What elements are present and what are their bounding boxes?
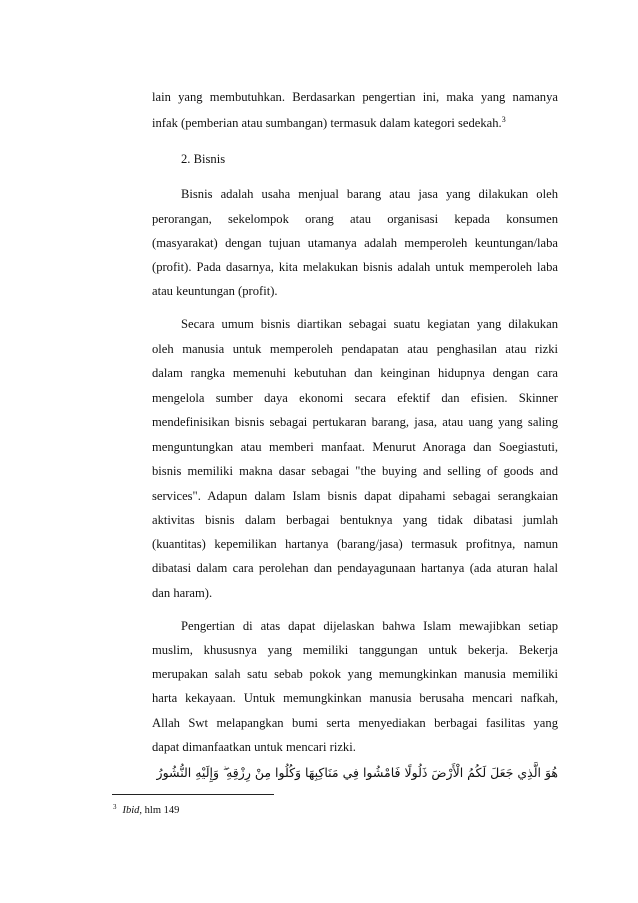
text-line: (kuantitas) kepemilikan hartanya (barang/jasa) termasuk profitnya, namun bbox=[152, 537, 558, 551]
text-line: bisnis memiliki makna dasar sebagai "the buying and selling of goods and bbox=[152, 464, 558, 478]
text-line: muslim, khususnya yang memiliki tanggungan untuk bekerja. Bekerja bbox=[152, 643, 558, 657]
text-line: merupakan salah satu sebab pokok yang memungkinkan manusia memiliki bbox=[152, 667, 558, 681]
text-line: dapat dimanfaatkan untuk mencari rizki. bbox=[152, 740, 356, 754]
footnote-source: Ibid bbox=[122, 805, 140, 816]
text-line: menguntungkan atau memberi manfaat. Menurut Anoraga dan Soegiastuti, bbox=[152, 440, 558, 454]
footnote-ref[interactable]: 3 bbox=[501, 114, 506, 124]
text-line bbox=[152, 115, 558, 131]
text-line: aktivitas bisnis dalam berbagai bentuknya yang tidak dibatasi jumlah bbox=[152, 513, 558, 527]
text-line: dan haram). bbox=[152, 586, 213, 600]
text-line: (masyarakat) dengan tujuan utamanya adalah memperoleh keuntungan/laba bbox=[152, 236, 558, 250]
footnote-number: 3 bbox=[113, 802, 117, 811]
footnote-page: , hlm 149 bbox=[139, 805, 180, 816]
footnote bbox=[113, 804, 179, 818]
text-line: perorangan, sekelompok orang atau organisasi kepada konsumen bbox=[152, 212, 558, 226]
text-line: mendefinisikan bisnis sebagai pertukaran barang, jasa, atau uang yang saling bbox=[152, 415, 558, 429]
text-line: Bisnis adalah usaha menjual barang atau jasa yang dilakukan oleh bbox=[181, 187, 558, 201]
text-line: lain yang membutuhkan. Berdasarkan pengertian ini, maka yang namanya bbox=[152, 90, 558, 104]
arabic-verse: هُوَ الَّذِي جَعَلَ لَكُمُ الْأَرْضَ ذَلُولًا فَامْشُوا فِي مَنَاكِبِهَا وَكُلُوا مِنْ رِزْقِهِ ۖ وَإِلَيْهِ النُّشُورُ bbox=[156, 765, 558, 780]
text-line: dibatasi dalam cara perolehan dan pendayagunaan hartanya (ada aturan halal bbox=[152, 561, 558, 575]
text-line: (profit). Pada dasarnya, kita melakukan bisnis adalah untuk memperoleh laba bbox=[152, 260, 558, 274]
text-span: infak (pemberian atau sumbangan) termasuk dalam kategori sedekah. bbox=[152, 116, 502, 130]
text-line: services". Adapun dalam Islam bisnis dapat dipahami sebagai serangkaian bbox=[152, 489, 558, 503]
text-line: mengelola sumber daya ekonomi secara efektif dan efisien. Skinner bbox=[152, 391, 558, 405]
footnote-divider bbox=[112, 794, 274, 795]
text-line: Secara umum bisnis diartikan sebagai suatu kegiatan yang dilakukan bbox=[181, 317, 558, 331]
text-line: dalam rangka memenuhi kebutuhan dan keinginan hidupnya dengan cara bbox=[152, 366, 558, 380]
text-line: Pengertian di atas dapat dijelaskan bahwa Islam mewajibkan setiap bbox=[181, 619, 558, 633]
section-heading: 2. Bisnis bbox=[181, 152, 226, 166]
text-line: oleh manusia untuk memperoleh pendapatan atau penghasilan atau rizki bbox=[152, 342, 558, 356]
text-line: harta kekayaan. Untuk memungkinkan manusia berusaha mencari nafkah, bbox=[152, 691, 558, 705]
text-line: atau keuntungan (profit). bbox=[152, 284, 278, 298]
text-line: Allah Swt melapangkan bumi serta menyediakan berbagai fasilitas yang bbox=[152, 716, 558, 730]
